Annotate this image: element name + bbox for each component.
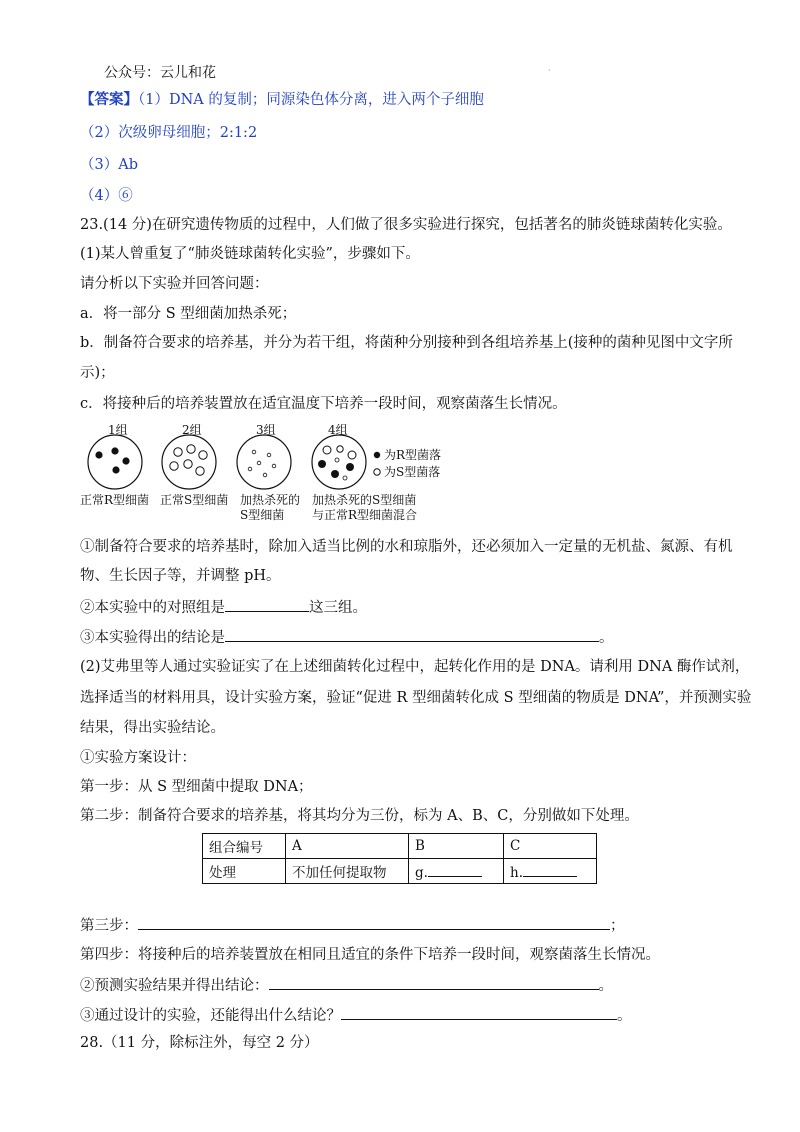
culture-figure — [78, 422, 498, 531]
table-cell: 处理 — [203, 859, 286, 884]
caption-3b: S型细菌 — [240, 508, 285, 522]
group-label-2: 2组 — [182, 423, 202, 437]
dead-cell — [335, 458, 339, 462]
predict-prefix: ②预测实验结果并得出结论： — [80, 978, 269, 994]
dead-cell — [257, 461, 261, 465]
q23-instruction: 请分析以下实验并回答问题： — [80, 276, 269, 292]
dish-3 — [237, 435, 291, 489]
blank-h-label: h. — [510, 864, 523, 881]
item1-line1: ①制备符合要求的培养基时，除加入适当比例的水和琼脂外，还必须加入一定量的无机盐、氮源、有机 — [80, 539, 733, 555]
table-row — [203, 859, 597, 884]
step-b-1: b．制备符合要求的培养基，并分为若干组，将菌种分别接种到各组培养基上(接种的菌种见图中文字所 — [80, 335, 733, 351]
dead-cell — [272, 464, 276, 468]
q23-stem: 23.(14 分)在研究遗传物质的过程中，人们做了很多实验进行探究，包括著名的肺炎链球菌转化实验。 — [80, 217, 732, 233]
answer-1: （1）DNA 的复制；同源染色体分离，进入两个子细胞 — [138, 92, 484, 108]
table-cell — [409, 859, 504, 884]
legend-s-marker — [374, 469, 380, 475]
dish-1 — [88, 435, 142, 489]
item2 — [80, 597, 367, 618]
caption-2: 正常S型细菌 — [160, 493, 229, 507]
table-row — [203, 834, 597, 859]
s-colony — [348, 451, 356, 459]
step-a: a．将一部分 S 型细菌加热杀死； — [80, 306, 297, 322]
answer-4: （4）⑥ — [80, 188, 133, 204]
step-c: c．将接种后的培养装置放在适宜温度下培养一段时间，观察菌落生长情况。 — [80, 396, 567, 412]
blank-step3[interactable] — [138, 915, 610, 930]
s-colony — [323, 446, 331, 454]
table-cell: B — [409, 834, 504, 859]
caption-1: 正常R型细菌 — [80, 493, 150, 507]
dot-mark: · — [548, 66, 551, 75]
blank-other[interactable] — [341, 1005, 617, 1020]
other-prefix: ③通过设计的实验，还能得出什么结论？ — [80, 1008, 341, 1024]
design-heading: ①实验方案设计： — [80, 750, 196, 766]
item3-prefix: ③本实验得出的结论是 — [80, 630, 225, 646]
answer-tag: 【答案】 — [80, 91, 138, 108]
q28-stem: 28.（11 分，除标注外，每空 2 分） — [80, 1035, 319, 1051]
table-cell: 不加任何提取物 — [286, 859, 409, 884]
q23-part1: (1)某人曾重复了“肺炎链球菌转化实验”，步骤如下。 — [80, 246, 420, 262]
item2-prefix: ②本实验中的对照组是 — [80, 600, 225, 616]
s-colony — [337, 446, 343, 452]
r-colony — [111, 447, 118, 454]
item2-suffix: 这三组。 — [309, 600, 367, 616]
s-colony — [199, 451, 207, 459]
answer-line-1 — [80, 90, 484, 110]
table-cell: 组合编号 — [203, 834, 286, 859]
answer-2: （2）次级卵母细胞；2:1:2 — [80, 125, 258, 141]
step1: 第一步：从 S 型细菌中提取 DNA； — [80, 779, 313, 795]
step4: 第四步：将接种后的培养装置放在相同且适宜的条件下培养一段时间，观察菌落生长情况。 — [80, 947, 660, 963]
step3-suffix: ； — [610, 918, 625, 934]
r-colony — [331, 470, 339, 478]
dead-cell — [267, 453, 271, 457]
r-colony — [318, 460, 326, 468]
blank-h[interactable] — [523, 862, 577, 877]
step3 — [80, 915, 625, 936]
other-suffix: 。 — [617, 1008, 632, 1024]
legend-r-label: 为R型菌落 — [384, 448, 442, 462]
s-colony — [187, 445, 195, 453]
step3-prefix: 第三步： — [80, 918, 138, 934]
answer-3: （3）Ab — [80, 157, 138, 173]
s-colony — [184, 460, 192, 468]
legend-s-label: 为S型菌落 — [384, 465, 441, 479]
r-colony — [122, 457, 129, 464]
group-label-1: 1组 — [108, 423, 128, 437]
group-label-4: 4组 — [328, 423, 348, 437]
blank-g-label: g. — [415, 864, 428, 881]
other-conclusion — [80, 1005, 632, 1026]
item3-suffix: 。 — [599, 630, 614, 646]
item3 — [80, 627, 614, 648]
part2-line3: 结果，得出实验结论。 — [80, 720, 225, 736]
dead-cell — [248, 467, 252, 471]
dead-cell — [343, 476, 347, 480]
account-header: 公众号：云儿和花 — [104, 65, 216, 81]
r-colony — [346, 463, 354, 471]
step2: 第二步：制备符合要求的培养基，将其均分为三份，标为 A、B、C，分别做如下处理。 — [80, 808, 639, 824]
table-cell: A — [286, 834, 409, 859]
part2-line2: 选择适当的材料用具，设计实验方案，验证“促进 R 型细菌转化成 S 型细菌的物质是 DNA”，并预测实验 — [80, 690, 752, 706]
dead-cell — [252, 450, 256, 454]
s-colony — [174, 448, 182, 456]
s-colony — [170, 462, 178, 470]
caption-3a: 加热杀死的 — [240, 493, 301, 507]
step-b-2: 示)； — [80, 365, 115, 381]
group-label-3: 3组 — [256, 423, 276, 437]
predict-suffix: 。 — [598, 978, 613, 994]
treatment-table — [202, 833, 597, 884]
part2-line1: (2)艾弗里等人通过实验证实了在上述细菌转化过程中，起转化作用的是 DNA。请利用 DNA 酶作试剂， — [80, 659, 750, 675]
legend-r-marker — [374, 452, 380, 458]
s-colony — [196, 467, 204, 475]
blank-control[interactable] — [225, 597, 309, 612]
blank-predict[interactable] — [269, 975, 599, 990]
predict — [80, 975, 613, 996]
r-colony — [112, 466, 119, 473]
dead-cell — [263, 473, 267, 477]
r-colony — [95, 451, 102, 458]
caption-4a: 加热杀死的S型细菌 — [312, 493, 417, 507]
caption-4b: 与正常R型细菌混合 — [312, 508, 418, 522]
blank-g[interactable] — [428, 862, 482, 877]
table-cell: C — [504, 834, 597, 859]
blank-conclusion[interactable] — [225, 627, 599, 642]
item1-line2: 物、生长因子等，并调整 pH。 — [80, 568, 281, 584]
table-cell — [504, 859, 597, 884]
